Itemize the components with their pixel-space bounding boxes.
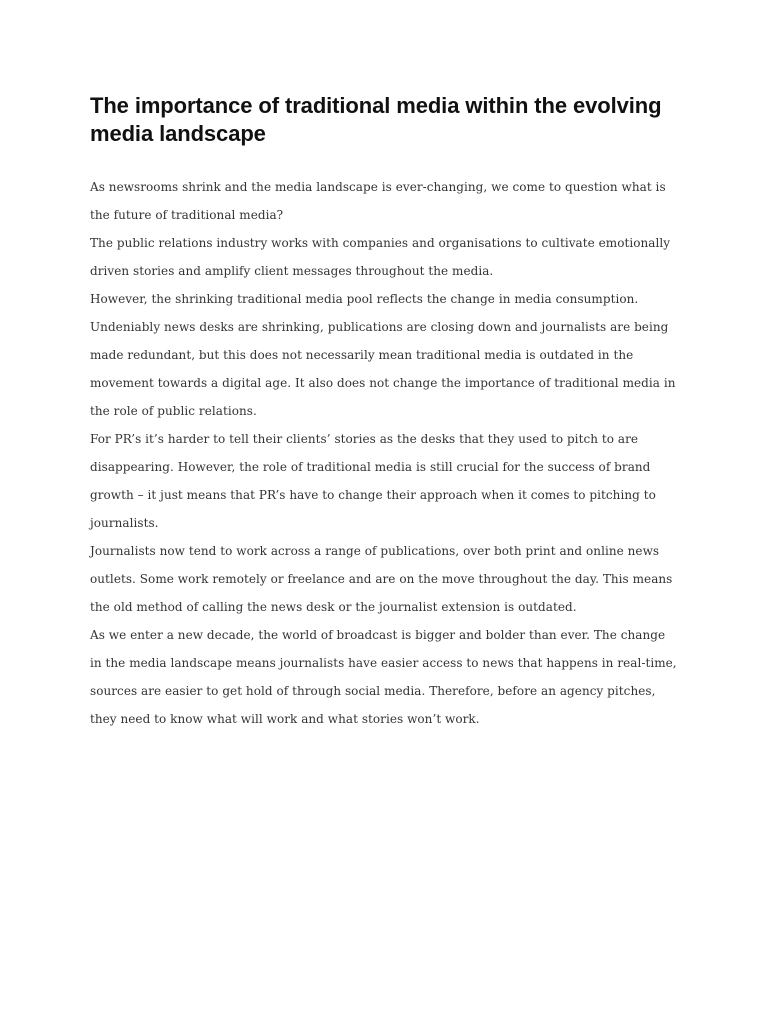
article-title: The importance of traditional media within the evolving media landscape — [90, 93, 662, 146]
article — [90, 92, 678, 733]
paragraph: For PR’s it’s harder to tell their clients’ stories as the desks that they used to pitch to are disappearing. However, the role of traditional media is still crucial for the success of brand growth – it just means that PR’s have to change their approach when it comes to pitching to journalists. — [90, 432, 656, 530]
article-body — [90, 173, 678, 733]
paragraph: As we enter a new decade, the world of broadcast is bigger and bolder than ever. The change in the media landscape means journalists have easier access to news that happens in real-time, sources are easier to get hold of through social media. Therefore, before an agency pitches, they need to know what will work and what stories won’t work. — [90, 628, 677, 726]
paragraph: However, the shrinking traditional media pool reflects the change in media consumption. — [90, 292, 639, 306]
paragraph: As newsrooms shrink and the media landscape is ever-changing, we come to question what is the future of traditional media? — [90, 180, 666, 222]
paragraph: Undeniably news desks are shrinking, publications are closing down and journalists are being made redundant, but this does not necessarily mean traditional media is outdated in the movement towards a digital age. It also does not change the importance of traditional media in the role of public relations. — [90, 320, 676, 418]
paragraph: The public relations industry works with companies and organisations to cultivate emotionally driven stories and amplify client messages throughout the media. — [90, 236, 671, 278]
paragraph: Journalists now tend to work across a range of publications, over both print and online news outlets. Some work remotely or freelance and are on the move throughout the day. This means the old method of calling the news desk or the journalist extension is outdated. — [90, 544, 673, 614]
